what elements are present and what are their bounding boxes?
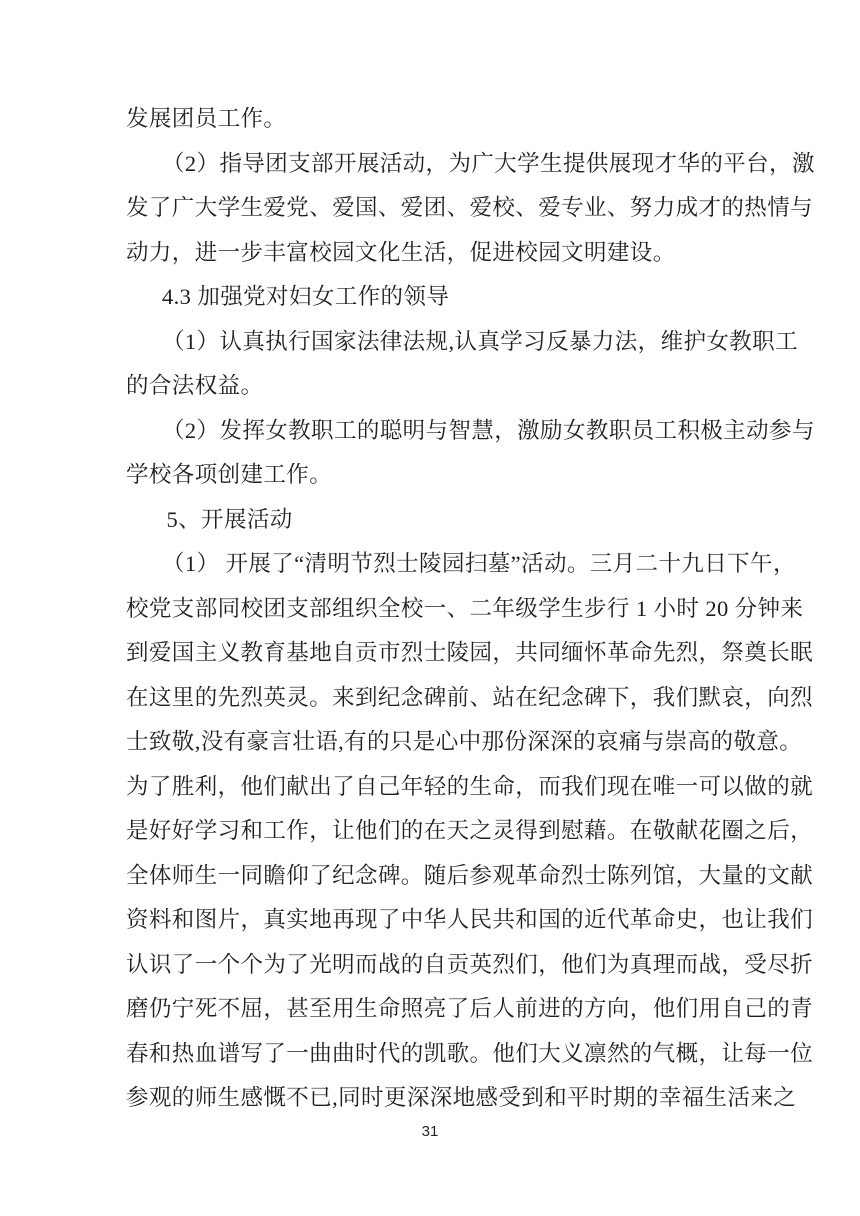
text-line: 到爱国主义教育基地自贡市烈士陵园，共同缅怀革命先烈，祭奠长眠 (126, 640, 814, 665)
text-line: 春和热血谱写了一曲曲时代的凯歌。他们大义凛然的气概，让每一位 (126, 1040, 814, 1066)
text-line: 全体师生一同瞻仰了纪念碑。随后参观革命烈士陈列馆，大量的文献 (126, 862, 814, 888)
text-line: （2）指导团支部开展活动，为广大学生提供展现才华的平台，激 (162, 150, 815, 176)
text-line: 动力，进一步丰富校园文化生活，促进校园文明建设。 (126, 239, 676, 265)
text-line: 士致敬,没有豪言壮语,有的只是心中那份深深的哀痛与崇高的敬意。 (126, 729, 803, 754)
text-line: 为了胜利，他们献出了自己年轻的生命，而我们现在唯一可以做的就 (126, 773, 814, 799)
text-line: 学校各项创建工作。 (126, 462, 333, 487)
text-line: （2）发挥女教职工的聪明与智慧，激励女教职员工积极主动参与 (162, 417, 815, 443)
text-line: 在这里的先烈英灵。来到纪念碑前、站在纪念碑下，我们默哀，向烈 (126, 684, 814, 710)
text-line: 参观的师生感慨不已,同时更深深地感受到和平时期的幸福生活来之 (126, 1085, 797, 1110)
text-line: （1） 开展了“清明节烈士陵园扫墓”活动。三月二十九日下午， (162, 551, 796, 576)
text-line: 的合法权益。 (126, 373, 264, 398)
text-line: 资料和图片，真实地再现了中华人民共和国的近代革命史，也让我们 (126, 907, 814, 932)
text-line: 校党支部同校团支部组织全校一、二年级学生步行 1 小时 20 分钟来 (126, 595, 804, 621)
text-line: 磨仍宁死不屈，甚至用生命照亮了后人前进的方向，他们用自己的青 (126, 996, 814, 1021)
document-body (126, 97, 815, 1121)
text-line: 认识了一个个为了光明而战的自贡英烈们，他们为真理而战，受尽折 (126, 951, 814, 977)
page-number: 31 (421, 1123, 439, 1140)
text-line: 发了广大学生爱党、爱国、爱团、爱校、爱专业、努力成才的热情与 (126, 195, 814, 220)
text-line: 4.3 加强党对妇女工作的领导 (162, 284, 450, 309)
text-line: 发展团员工作。 (126, 106, 287, 131)
text-line: 是好好学习和工作，让他们的在天之灵得到慰藉。在敬献花圈之后， (126, 818, 814, 843)
text-line: 5、开展活动 (166, 506, 293, 532)
text-line: （1）认真执行国家法律法规,认真学习反暴力法，维护女教职工 (162, 328, 798, 354)
